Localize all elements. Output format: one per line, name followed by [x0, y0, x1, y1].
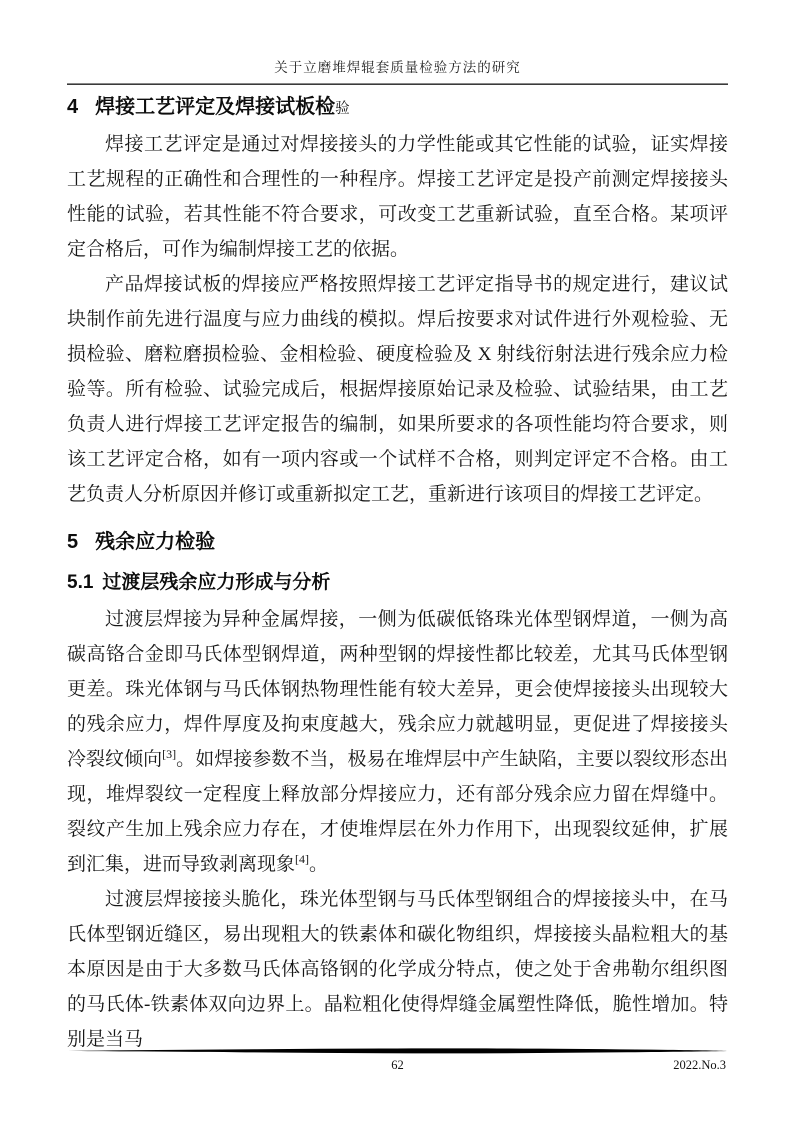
running-header	[67, 58, 728, 85]
section-4-title-tail: 验	[335, 101, 350, 117]
section-4-heading	[67, 93, 728, 123]
section-5-heading	[67, 528, 728, 556]
section-5-title: 残余应力检验	[95, 531, 216, 553]
section-5-1-heading	[67, 570, 728, 596]
footer-row	[67, 1057, 728, 1074]
paragraph-welding-procedure-definition: 焊接工艺评定是通过对焊接接头的力学性能或其它性能的试验，证实焊接工艺规程的正确性和合理性的一种程序。焊接工艺评定是投产前测定焊接接头性能的试验，若其性能不符合要求，可改变工艺重新试验，直至合格。某项评定合格后，可作为编制焊接工艺的依据。	[67, 134, 728, 260]
footer-rule	[67, 1047, 728, 1055]
running-title: 关于立磨堆焊辊套质量检验方法的研究	[274, 60, 521, 75]
page-number: 62	[391, 1058, 404, 1072]
paragraph-text-run: 。如焊接参数不当，极易在堆焊层中产生缺陷，主要以裂纹形态出现，堆焊裂纹一定程度上释放部分焊接应力，还有部分残余应力留在焊缝中。裂纹产生加上残余应力存在，才使堆焊层在外力作用下，出现裂纹延伸，扩展到汇集，进而导致剥离现象	[67, 749, 728, 875]
section-5-1-number: 5.1	[67, 572, 94, 593]
paragraph-transition-layer-stress	[67, 602, 728, 882]
section-4-title: 焊接工艺评定及焊接试板检	[95, 96, 336, 118]
paragraph-text-run: 。	[309, 854, 329, 875]
paragraph-joint-embrittlement: 过渡层焊接接头脆化，珠光体型钢与马氏体型钢组合的焊接接头中，在马氏体型钢近缝区，易出现粗大的铁素体和碳化物组织，焊接接头晶粒粗大的基本原因是由于大多数马氏体高铬钢的化学成分特点，使之处于舍弗勒尔组织图的马氏体-铁素体双向边界上。晶粒粗化使得焊缝金属塑性降低，脆性增加。特别是当马	[67, 889, 728, 1050]
section-5-1-title: 过渡层残余应力形成与分析	[102, 572, 331, 593]
citation-ref-4: [4]	[295, 852, 310, 866]
page-footer	[67, 1047, 728, 1074]
paragraph-test-plate-requirements: 产品焊接试板的焊接应严格按照焊接工艺评定指导书的规定进行，建议试块制作前先进行温度与应力曲线的模拟。焊后按要求对试件进行外观检验、无损检验、磨粒磨损检验、金相检验、硬度检验及 X 射线衍射法进行残余应力检验等。所有检验、试验完成后，根据焊接原始记录及检验、试验结果，由工艺负责人进行焊接工艺评定报告的编制，如果所要求的各项性能均符合要求，则该工艺评定合格，如有一项内容或一个试样不合格，则判定评定不合格。由工艺负责人分析原因并修订或重新拟定工艺，重新进行该项目的焊接工艺评定。	[67, 274, 728, 505]
paragraph-text-run: 过渡层焊接为异种金属焊接，一侧为低碳低铬珠光体型钢焊道，一侧为高碳高铬合金即马氏体型钢焊道，两种型钢的焊接性都比较差，尤其马氏体型钢更差。珠光体钢与马氏体钢热物理性能有较大差异，更会使焊接接头出现较大的残余应力，焊件厚度及拘束度越大，残余应力就越明显，更促进了焊接接头冷裂纹倾向	[67, 609, 728, 770]
header-rule	[67, 83, 728, 85]
citation-ref-3: [3]	[162, 747, 177, 761]
issue-label: 2022.No.3	[673, 1058, 726, 1072]
section-5-number: 5	[67, 531, 79, 553]
section-4-number: 4	[67, 96, 79, 118]
